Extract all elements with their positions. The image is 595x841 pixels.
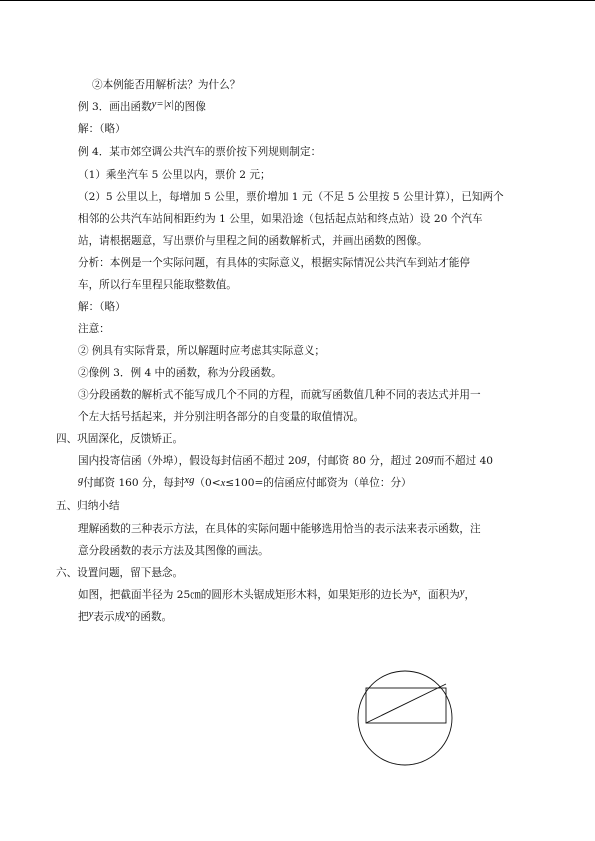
circle-rectangle-figure xyxy=(355,660,465,770)
diagonal-line xyxy=(366,684,446,723)
text-line: 相邻的公共汽车站间相距约为 1 公里，如果沿途（包括起点站和终点站）设 20 个汽车 xyxy=(78,213,483,225)
section-heading-5: 五、归纳小结 xyxy=(56,500,120,512)
text-line: 个左大括号括起来，并分别注明各部分的自变量的取值情况。 xyxy=(78,411,365,423)
text-line: ③分段函数的解析式不能写成几个不同的方程，而就写函数值几种不同的表达式并用一 xyxy=(78,389,481,401)
inscribed-rectangle xyxy=(366,688,446,723)
text-line: 如图，把截面半径为 25㎝的圆形木头锯成矩形木料，如果矩形的边长为x，面积为y， xyxy=(78,587,476,601)
text-line: g付邮资 160 分，每封xg（0<x≤100=的信函应付邮资为（单位：分） xyxy=(78,475,412,489)
section-heading-6: 六、设置问题，留下悬念。 xyxy=(56,567,184,579)
text-line: 注意： xyxy=(78,323,110,335)
text-line: ②像例 3．例 4 中的函数，称为分段函数。 xyxy=(78,367,282,379)
formula-y-abs-x: y=|x| xyxy=(151,99,175,110)
text-line: ② 例具有实际背景，所以解题时应考虑其实际意义； xyxy=(78,345,326,357)
example-3: 例 3．画出函数y=|x|的图像 xyxy=(78,99,206,113)
text-line: 车，所以行车里程只能取整数值。 xyxy=(78,279,237,291)
text-line: ②本例能否用解析法？为什么？ xyxy=(92,79,241,91)
example-4: 例 4．某市郊空调公共汽车的票价按下列规则制定： xyxy=(78,146,322,158)
text-line: （2）5 公里以上，每增加 5 公里，票价增加 1 元（不足 5 公里按 5 公里计算），已知两个 xyxy=(78,191,504,203)
text-line: 国内投寄信函（外埠），假设每封信函不超过 20g，付邮资 80 分，超过 20g而不超过 40 xyxy=(78,453,494,467)
section-heading-4: 四、巩固深化，反馈矫正。 xyxy=(56,433,184,445)
text-line: 站，请根据题意，写出票价与里程之间的函数解析式，并画出函数的图像。 xyxy=(78,235,428,247)
text-line: 意分段函数的表示方法及其图像的画法。 xyxy=(78,545,269,557)
circle-log-outline xyxy=(358,671,452,765)
text-line: 把y表示成x的函数。 xyxy=(78,609,173,623)
page-top-rule xyxy=(0,0,595,1)
text-line: 解：（略） xyxy=(78,301,126,313)
text-line: 分析：本例是一个实际问题，有具体的实际意义，根据实际情况公共汽车到站才能停 xyxy=(78,257,470,269)
text-line: 理解函数的三种表示方法，在具体的实际问题中能够选用恰当的表示法来表示函数，注 xyxy=(78,523,481,535)
text-line: 解：（略） xyxy=(78,123,126,135)
text-line: （1）乘坐汽车 5 公里以内，票价 2 元； xyxy=(78,169,271,181)
